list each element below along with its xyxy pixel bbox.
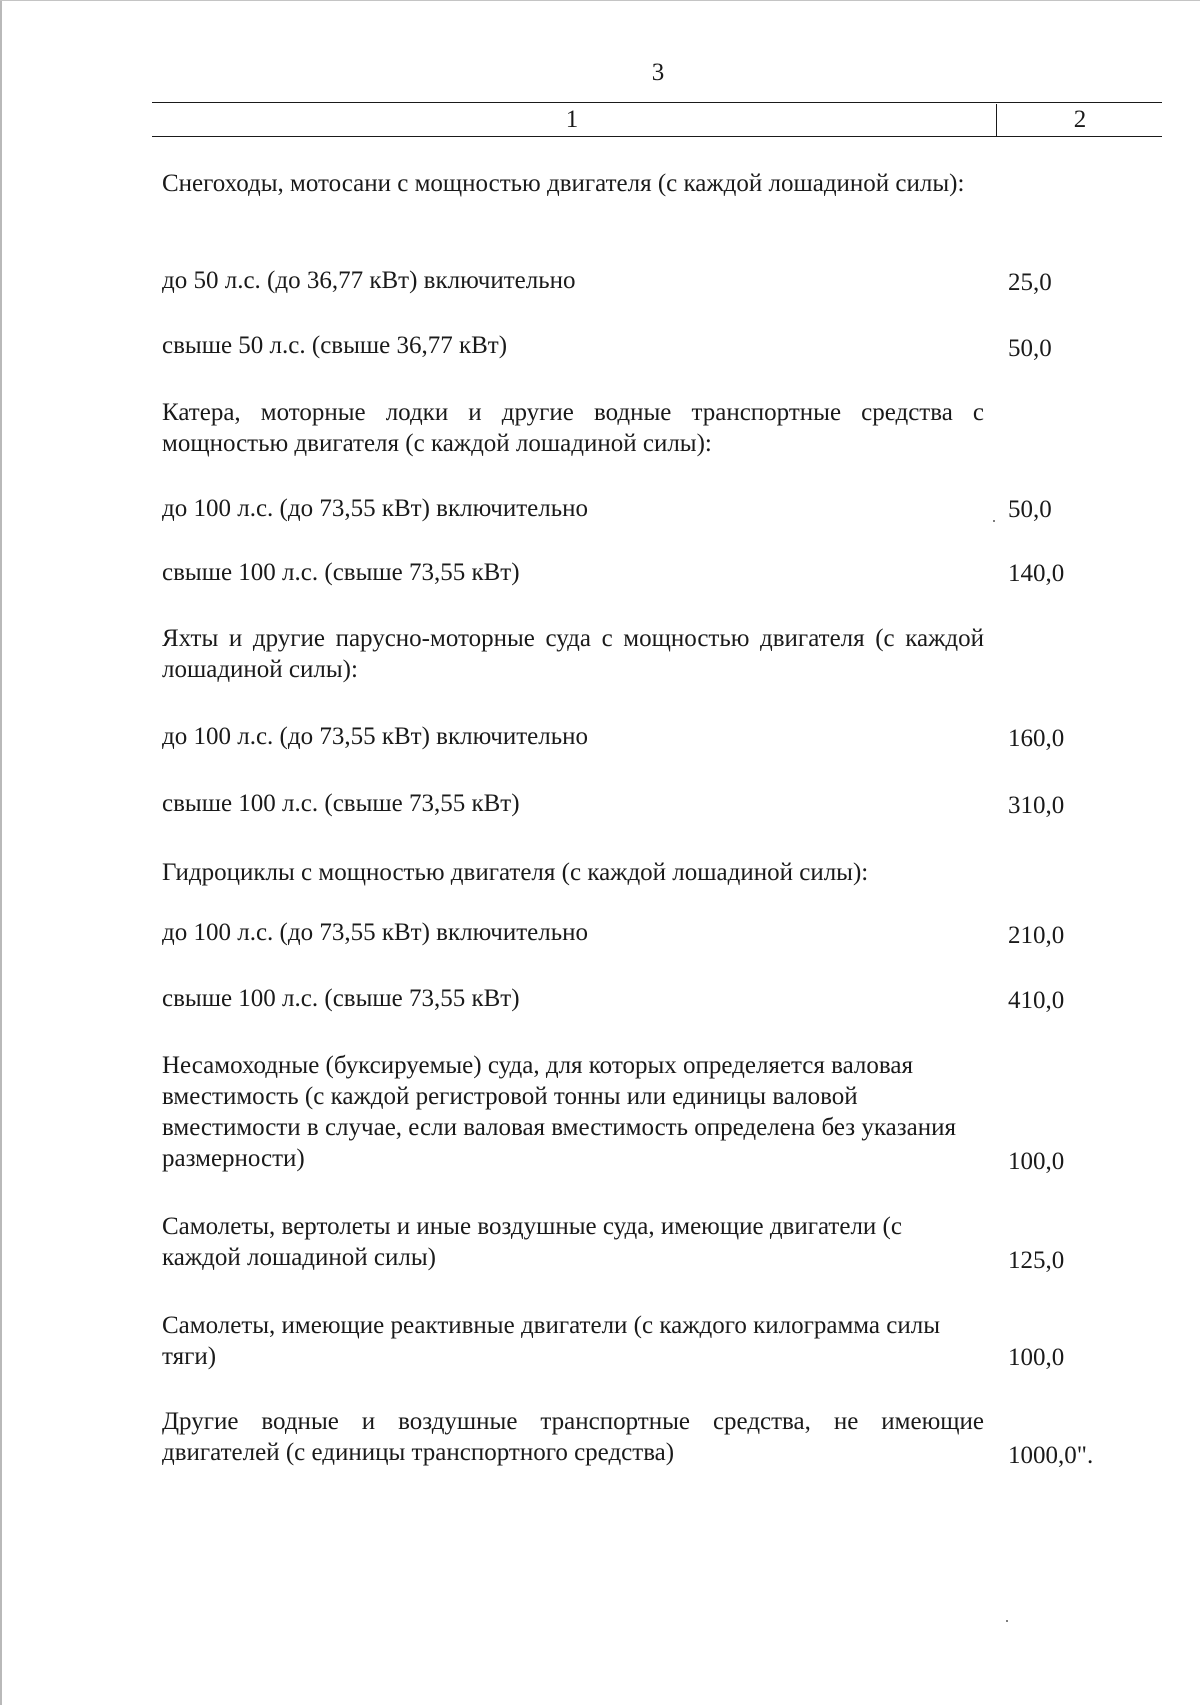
category-heading-boats: Катера, моторные лодки и другие водные транспортные средства с мощностью двигателя (с каждой лошадиной силы):: [162, 399, 984, 457]
row-label: свыше 50 л.с. (свыше 36,77 кВт): [162, 332, 508, 359]
row-rate: 50,0: [1008, 496, 1052, 523]
scan-edge: [0, 0, 1200, 1]
category-nonpropelled-vessels: Несамоходные (буксируемые) суда, для которых определяется валовая вместимость (с каждой регистровой тонны или единицы валовой вместимости в случае, если валовая вместимость определена без указания размерности): [162, 1052, 957, 1172]
row-label: до 100 л.с. (до 73,55 кВт) включительно: [162, 495, 589, 522]
row-rate: 125,0: [1008, 1247, 1065, 1274]
category-heading-snowmobiles: Снегоходы, мотосани с мощностью двигателя (с каждой лошадиной силы):: [162, 170, 965, 197]
row-rate: 100,0: [1008, 1344, 1065, 1371]
table-header-bottom-rule: [152, 136, 1162, 137]
column-header-2: 2: [1073, 106, 1087, 133]
category-heading-jetskis: Гидроциклы с мощностью двигателя (с каждой лошадиной силы):: [162, 859, 869, 886]
row-label: до 100 л.с. (до 73,55 кВт) включительно: [162, 723, 589, 750]
row-rate: 50,0: [1008, 335, 1052, 362]
row-label: свыше 100 л.с. (свыше 73,55 кВт): [162, 985, 520, 1012]
table-header-top-rule: [152, 102, 1162, 103]
table-header-divider: [996, 104, 997, 136]
row-rate: 25,0: [1008, 269, 1052, 296]
category-jet-aircraft: Самолеты, имеющие реактивные двигатели (с каждого килограмма силы тяги): [162, 1312, 941, 1370]
scan-speck: [993, 520, 995, 522]
row-label: до 50 л.с. (до 36,77 кВт) включительно: [162, 267, 576, 294]
column-header-1: 1: [565, 106, 579, 133]
category-heading-yachts: Яхты и другие парусно-моторные суда с мощностью двигателя (с каждой лошадиной силы):: [162, 625, 984, 683]
row-rate: 100,0: [1008, 1148, 1065, 1175]
category-aircraft: Самолеты, вертолеты и иные воздушные суда, имеющие двигатели (с каждой лошадиной силы): [162, 1213, 902, 1271]
row-rate: 410,0: [1008, 987, 1065, 1014]
row-label: до 100 л.с. (до 73,55 кВт) включительно: [162, 919, 589, 946]
row-rate: 1000,0".: [1008, 1442, 1094, 1469]
scan-speck: [1006, 1620, 1008, 1622]
row-rate: 160,0: [1008, 725, 1065, 752]
row-rate: 140,0: [1008, 560, 1065, 587]
row-rate: 210,0: [1008, 922, 1065, 949]
category-other-vehicles: Другие водные и воздушные транспортные средства, не имеющие двигателей (с единицы транспортного средства): [162, 1408, 984, 1466]
row-label: свыше 100 л.с. (свыше 73,55 кВт): [162, 559, 520, 586]
scan-edge: [0, 0, 2, 1705]
row-rate: 310,0: [1008, 792, 1065, 819]
page-number: 3: [651, 59, 665, 86]
row-label: свыше 100 л.с. (свыше 73,55 кВт): [162, 790, 520, 817]
